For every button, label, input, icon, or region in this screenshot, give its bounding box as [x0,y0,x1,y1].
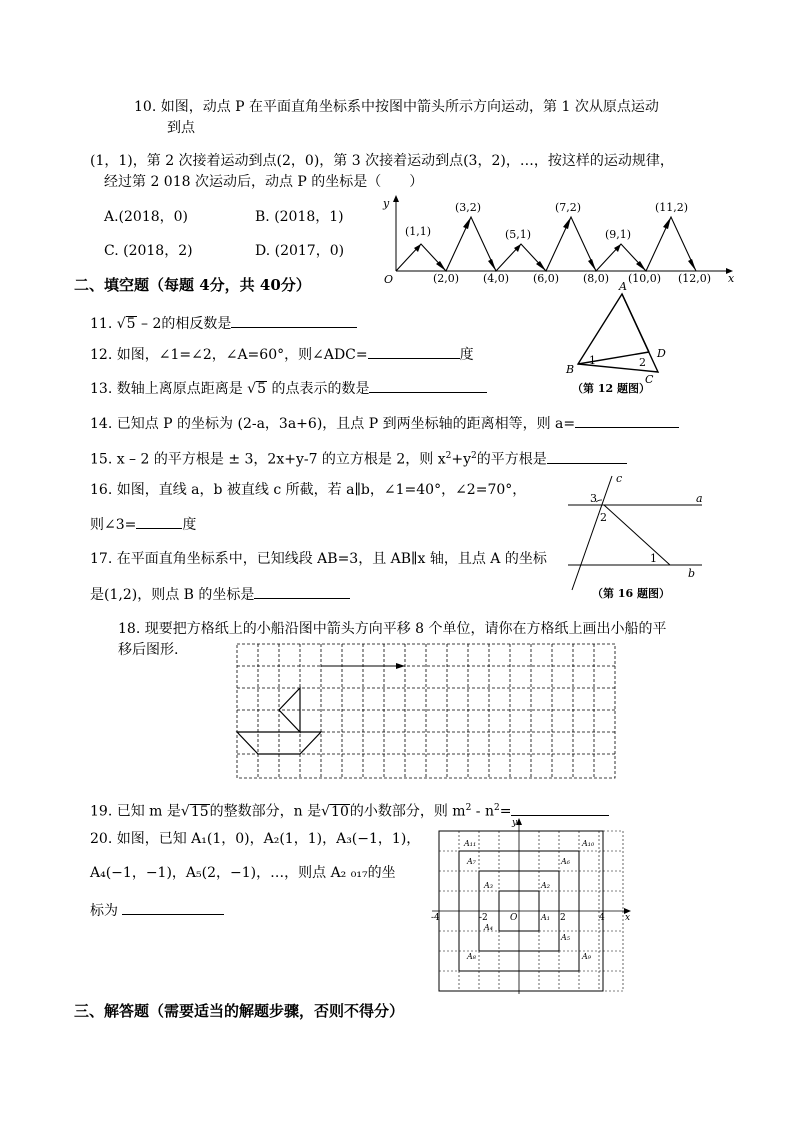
q20-label-a7: A₇ [467,857,476,866]
q14: 14. 已知点 P 的坐标为 (2-a，3a+6)，且点 P 到两坐标轴的距离相等，则 a= [90,413,679,433]
q17-line1: 17. 在平面直角坐标系中，已知线段 AB=3，且 AB∥x 轴，且点 A 的坐标 [90,551,547,567]
q20-axis-x: x [625,913,631,923]
q11-answer-blank[interactable] [231,313,357,328]
q20-answer-blank[interactable] [122,900,224,915]
q20-axis-y: y [512,818,518,828]
q16-angle-2: 2 [600,511,607,524]
q20-label-a11: A₁₁ [464,839,477,848]
q20-label-a1: A₁ [541,913,550,922]
q10-origin: O [384,273,394,285]
q14-answer-blank[interactable] [575,413,679,428]
q20-label-a6: A₆ [561,857,570,866]
q19: 19. 已知 m 是√15的整数部分，n 是√10的小数部分，则 $m^2 - n^2=$ [90,799,609,821]
q20-label-a4: A₄ [484,923,493,932]
q16-caption: （第 16 题图） [592,587,670,600]
q18-grid-figure[interactable] [232,640,618,782]
q20-label-a10: A₁₀ [582,839,595,848]
q10-point-5: (9,1) [605,228,632,241]
q10-xlabel-4: (8,0) [583,272,610,285]
q20-line3: 标为 [90,900,224,920]
q13: 13. 数轴上离原点距离是 √5 的点表示的数是 [90,378,487,398]
q16-figure [560,472,710,604]
q20-label-a2: A₂ [541,881,550,890]
q12-label-b: B [566,363,575,376]
q12-answer-blank[interactable] [368,344,460,359]
q10-xlabel-5: (10,0) [628,272,662,285]
q20-figure [426,816,636,996]
q16-label-b: b [688,567,696,580]
q12-label-a: A [619,280,627,293]
section-2-heading: 二、填空题（每题 4分，共 40分） [74,276,311,294]
q10-line2: 到点 [167,120,195,136]
q10-point-6: (11,2) [655,201,689,214]
q10-option-a: A.(2018，0) [104,209,189,225]
q16-label-c: c [616,472,623,485]
q18-line2: 移后图形. [118,642,179,658]
q19-answer-blank[interactable] [511,801,609,816]
q16-label-a: a [696,492,703,505]
q20-label-a8: A₈ [467,952,476,961]
q20-tick-neg2: -2 [479,913,488,923]
q16-answer-blank[interactable] [136,514,182,529]
q10-option-d: D. (2017，0) [255,243,345,259]
q10-xlabel-6: (12,0) [678,272,712,285]
q10-figure [378,193,740,285]
q20-label-a3: A₃ [484,881,493,890]
q10-option-c: C. (2018，2) [104,243,193,259]
q10-axis-y: y [383,197,390,210]
q10-point-4: (7,2) [555,201,582,214]
q20-origin: O [510,913,518,923]
q15: 15. x – 2 的平方根是 ± 3，2x+y-7 的立方根是 2，则 $x^2+y^2$的平方根是 [90,447,627,469]
q11: 11. √5 – 2的相反数是 [90,313,357,333]
q10-xlabel-2: (4,0) [483,272,510,285]
q15-answer-blank[interactable] [547,449,627,464]
q10-xlabel-1: (2,0) [433,272,460,285]
q12-angle-2: 2 [639,356,646,369]
q10-line4: 经过第 2 018 次运动后，动点 P 的坐标是（ ） [104,174,424,190]
q13-answer-blank[interactable] [369,378,487,393]
q20-label-a9: A₉ [582,952,591,961]
q16-line2: 则∠3= 度 [90,514,196,534]
q12-label-c: C [645,373,654,386]
q18-line1: 18. 现要把方格纸上的小船沿图中箭头方向平移 8 个单位，请你在方格纸上画出小船的平 [118,621,667,637]
q16-angle-1: 1 [650,552,657,565]
section-3-heading: 三、解答题（需要适当的解题步骤，否则不得分） [74,1002,405,1020]
q20-label-a5: A₅ [561,933,570,942]
q20-tick-4: 4 [599,913,605,923]
q17-answer-blank[interactable] [254,584,350,599]
q10-option-b: B. (2018，1) [255,209,344,225]
q20-tick-neg4: -4 [431,913,440,923]
q12-angle-1: 1 [589,354,596,367]
q16-line1: 16. 如图，直线 a，b 被直线 c 所截，若 a∥b，∠1=40°，∠2=70°， [90,482,527,498]
q16-angle-3: 3 [590,492,597,505]
q20-tick-2: 2 [560,913,566,923]
q12-label-d: D [657,347,666,360]
q10-point-3: (5,1) [505,228,532,241]
q10-line1: 10. 如图，动点 P 在平面直角坐标系中按图中箭头所示方向运动，第 1 次从原点运动 [134,99,659,115]
q10-axis-x: x [728,272,735,285]
q12-figure [558,280,686,396]
q10-line3: (1，1)，第 2 次接着运动到点(2，0)，第 3 次接着运动到点(3，2)，…，按这样的运动规律， [90,153,674,169]
q10-point-2: (3,2) [455,201,482,214]
q20-line1: 20. 如图，已知 A₁(1，0)，A₂(1，1)，A₃(−1，1)， [90,831,421,847]
q20-line2: A₄(−1，−1)，A₅(2，−1)，…，则点 A₂ ₀₁₇的坐 [90,865,396,881]
q10-point-1: (1,1) [405,225,432,238]
q12-caption: （第 12 题图） [572,382,650,395]
q10-xlabel-3: (6,0) [533,272,560,285]
q12: 12. 如图，∠1=∠2，∠A=60°，则∠ADC= 度 [90,344,474,364]
q17-line2: 是(1,2)，则点 B 的坐标是 [90,584,350,604]
